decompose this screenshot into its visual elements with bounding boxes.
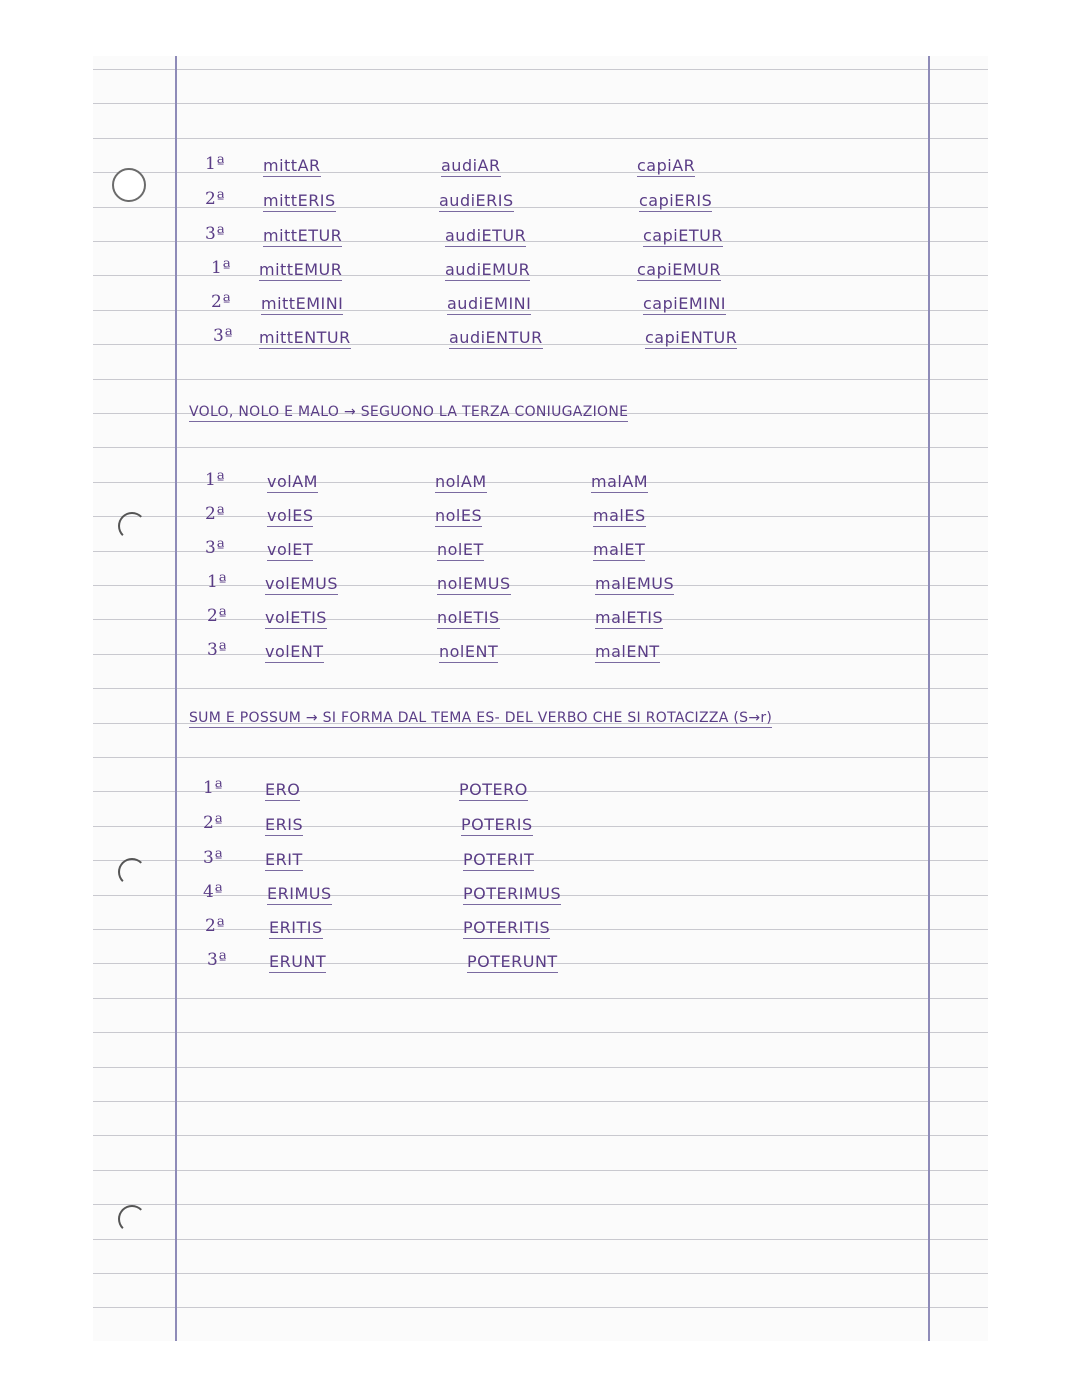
ruled-line — [93, 757, 988, 758]
ruled-line — [93, 1307, 988, 1308]
ruled-line — [93, 1170, 988, 1171]
verb-form: capiAR — [637, 156, 696, 175]
verb-form: audiERIS — [439, 191, 514, 210]
verb-form: malETIS — [595, 608, 664, 627]
verb-form: volAM — [267, 472, 318, 491]
verb-form: capiERIS — [639, 191, 713, 210]
verb-form: malAM — [591, 472, 649, 491]
verb-form: nolES — [435, 506, 483, 525]
ruled-line — [93, 241, 988, 242]
verb-form: malEMUS — [595, 574, 675, 593]
verb-form: audiEMUR — [445, 260, 531, 279]
person-number: 2ª — [207, 606, 227, 626]
verb-form: POTERO — [459, 780, 528, 799]
verb-form: mittAR — [263, 156, 321, 175]
ruled-line — [93, 1067, 988, 1068]
person-number: 2ª — [203, 813, 223, 833]
verb-form: malET — [593, 540, 646, 559]
verb-form: POTERIMUS — [463, 884, 562, 903]
verb-form: volETIS — [265, 608, 327, 627]
verb-form: volET — [267, 540, 314, 559]
person-number: 1ª — [207, 572, 227, 592]
person-number: 2ª — [205, 189, 225, 209]
verb-form: volENT — [265, 642, 324, 661]
person-number: 1ª — [203, 778, 223, 798]
verb-form: ERIMUS — [267, 884, 332, 903]
person-number: 4ª — [203, 882, 223, 902]
verb-form: mittETUR — [263, 226, 343, 245]
ruled-line — [93, 654, 988, 655]
verb-form: malENT — [595, 642, 660, 661]
verb-form: audiAR — [441, 156, 501, 175]
right-margin-line — [928, 56, 930, 1341]
person-number: 3ª — [207, 640, 227, 660]
ruled-line — [93, 516, 988, 517]
binder-hole — [118, 1205, 146, 1233]
binder-hole — [118, 512, 146, 540]
section-heading-sum-possum: SUM E POSSUM → SI FORMA DAL TEMA ES- DEL VERBO CHE SI ROTACIZZA (S→r) — [189, 710, 773, 726]
ruled-line — [93, 688, 988, 689]
verb-form: ERIT — [265, 850, 303, 869]
ruled-line — [93, 998, 988, 999]
ruled-line — [93, 207, 988, 208]
ruled-line — [93, 69, 988, 70]
verb-form: POTERIT — [463, 850, 535, 869]
ruled-line — [93, 1032, 988, 1033]
ruled-line — [93, 172, 988, 173]
verb-form: ERIS — [265, 815, 304, 834]
person-number: 3ª — [205, 224, 225, 244]
person-number: 3ª — [207, 950, 227, 970]
verb-form: audiEMINI — [447, 294, 532, 313]
verb-form: audiENTUR — [449, 328, 543, 347]
verb-form: nolEMUS — [437, 574, 511, 593]
person-number: 2ª — [205, 504, 225, 524]
ruled-line — [93, 1101, 988, 1102]
ruled-line — [93, 138, 988, 139]
verb-form: capiEMUR — [637, 260, 721, 279]
verb-form: nolAM — [435, 472, 487, 491]
verb-form: capiETUR — [643, 226, 723, 245]
verb-form: nolETIS — [437, 608, 500, 627]
section-heading-volo-nolo-malo: VOLO, NOLO E MALO → SEGUONO LA TERZA CONIUGAZIONE — [189, 404, 629, 420]
verb-form: mittERIS — [263, 191, 336, 210]
verb-form: volES — [267, 506, 314, 525]
verb-form: ERO — [265, 780, 301, 799]
ruled-line — [93, 447, 988, 448]
left-margin-line — [175, 56, 177, 1341]
ruled-line — [93, 551, 988, 552]
verb-form: mittEMUR — [259, 260, 343, 279]
notebook-page — [93, 56, 988, 1341]
ruled-line — [93, 1135, 988, 1136]
ruled-line — [93, 619, 988, 620]
verb-form: ERITIS — [269, 918, 323, 937]
verb-form: malES — [593, 506, 646, 525]
ruled-line — [93, 585, 988, 586]
ruled-line — [93, 1239, 988, 1240]
ruled-line — [93, 1204, 988, 1205]
ruled-line — [93, 826, 988, 827]
verb-form: ERUNT — [269, 952, 327, 971]
ruled-line — [93, 379, 988, 380]
verb-form: volEMUS — [265, 574, 338, 593]
binder-hole — [112, 168, 146, 202]
verb-form: POTERIS — [461, 815, 533, 834]
ruled-line — [93, 791, 988, 792]
ruled-line — [93, 860, 988, 861]
verb-form: capiENTUR — [645, 328, 738, 347]
verb-form: mittEMINI — [261, 294, 344, 313]
person-number: 2ª — [211, 292, 231, 312]
ruled-line — [93, 103, 988, 104]
verb-form: nolET — [437, 540, 484, 559]
person-number: 3ª — [213, 326, 233, 346]
ruled-line — [93, 1273, 988, 1274]
person-number: 1ª — [205, 470, 225, 490]
person-number: 3ª — [203, 848, 223, 868]
person-number: 1ª — [205, 154, 225, 174]
verb-form: POTERUNT — [467, 952, 558, 971]
person-number: 2ª — [205, 916, 225, 936]
ruled-line — [93, 482, 988, 483]
verb-form: capiEMINI — [643, 294, 727, 313]
person-number: 3ª — [205, 538, 225, 558]
verb-form: audiETUR — [445, 226, 527, 245]
verb-form: mittENTUR — [259, 328, 351, 347]
person-number: 1ª — [211, 258, 231, 278]
verb-form: nolENT — [439, 642, 499, 661]
binder-hole — [118, 858, 146, 886]
verb-form: POTERITIS — [463, 918, 551, 937]
